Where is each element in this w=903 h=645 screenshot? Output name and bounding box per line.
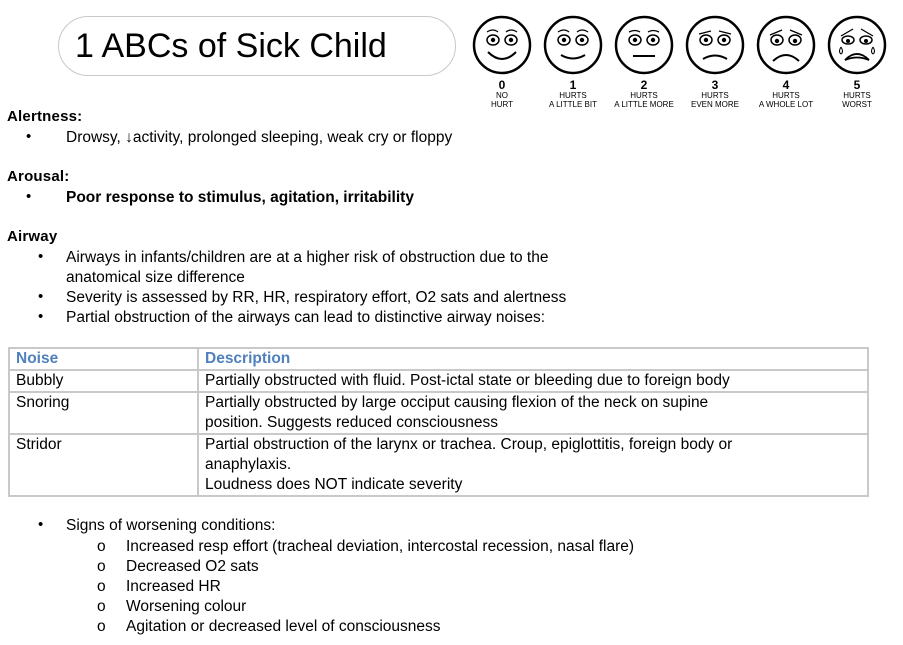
airway-item-line: Airways in infants/children are at a higher risk of obstruction due to the — [66, 249, 549, 266]
pain-num: 0 — [498, 78, 506, 92]
pain-num: 5 — [853, 78, 861, 92]
table-header-row — [9, 348, 868, 370]
frown-face-icon — [755, 14, 817, 76]
pain-label-line1: HURTS — [701, 91, 729, 100]
pain-num: 3 — [711, 78, 719, 92]
airway-item-line: anatomical size difference — [66, 269, 245, 286]
page-title: 1 ABCs of Sick Child — [58, 16, 456, 76]
table-row — [9, 434, 868, 496]
pain-face-4 — [750, 14, 822, 109]
pain-num: 1 — [569, 78, 577, 92]
pain-scale — [462, 14, 892, 134]
pain-num: 4 — [782, 78, 790, 92]
pain-face-0 — [466, 14, 538, 109]
pain-label-line2: A WHOLE LOT — [758, 100, 814, 109]
pain-label-line2: A LITTLE BIT — [548, 100, 597, 109]
arousal-heading: Arousal: — [7, 168, 70, 185]
pain-label-line1: HURTS — [843, 91, 871, 100]
description-line: anaphylaxis. — [205, 456, 292, 473]
alertness-item: Drowsy, ↓activity, prolonged sleeping, weak cry or floppy — [66, 129, 453, 146]
description-line: position. Suggests reduced consciousness — [205, 414, 498, 431]
sub-bullet-marker: o — [97, 618, 106, 635]
description-line: Partial obstruction of the larynx or trachea. Croup, epiglottitis, foreign body or — [205, 436, 733, 453]
worsening-item: Worsening colour — [126, 598, 247, 615]
description-line: Loudness does NOT indicate severity — [205, 476, 463, 493]
airway-item: Severity is assessed by RR, HR, respiratory effort, O2 sats and alertness — [66, 289, 567, 306]
sub-bullet-marker: o — [97, 558, 106, 575]
pain-face-2 — [608, 14, 680, 109]
worsening-item: Increased resp effort (tracheal deviation, intercostal recession, nasal flare) — [126, 538, 635, 555]
bullet-marker: • — [38, 248, 44, 265]
worsening-item: Decreased O2 sats — [126, 558, 259, 575]
bullet-marker: • — [38, 516, 44, 533]
pain-label-line2: WORST — [842, 100, 872, 109]
worsening-item: Increased HR — [126, 578, 221, 595]
neutral-face-icon — [613, 14, 675, 76]
pain-label-line1: HURTS — [772, 91, 800, 100]
pain-label-line2: HURT — [490, 100, 514, 109]
table-row — [9, 370, 868, 392]
column-header-description: Description — [198, 348, 868, 370]
pain-face-3 — [679, 14, 751, 109]
description-cell — [198, 392, 868, 434]
pain-label-line1: HURTS — [630, 91, 658, 100]
pain-face-1 — [537, 14, 609, 109]
sub-bullet-marker: o — [97, 578, 106, 595]
pain-label-line1: HURTS — [559, 91, 587, 100]
airway-heading: Airway — [7, 228, 58, 245]
description-line: Partially obstructed with fluid. Post-ictal state or bleeding due to foreign body — [205, 372, 730, 389]
description-cell — [198, 370, 868, 392]
smile-face-icon — [471, 14, 533, 76]
worsening-label: Signs of worsening conditions: — [66, 517, 276, 534]
crying-face-icon — [826, 14, 888, 76]
sub-bullet-marker: o — [97, 538, 106, 555]
slight-smile-face-icon — [542, 14, 604, 76]
pain-label-line2: A LITTLE MORE — [614, 100, 674, 109]
table-row — [9, 392, 868, 434]
sub-bullet-marker: o — [97, 598, 106, 615]
description-line: Partially obstructed by large occiput causing flexion of the neck on supine — [205, 394, 709, 411]
pain-label-line1: NO — [496, 91, 508, 100]
noise-cell: Bubbly — [9, 370, 198, 392]
airway-item — [66, 248, 548, 288]
bullet-marker: • — [26, 128, 32, 145]
alertness-heading: Alertness: — [7, 108, 83, 125]
noise-cell: Snoring — [9, 392, 198, 434]
noise-cell: Stridor — [9, 434, 198, 496]
pain-label-line2: EVEN MORE — [690, 100, 739, 109]
column-header-noise: Noise — [9, 348, 198, 370]
bullet-marker: • — [38, 308, 44, 325]
airway-item: Partial obstruction of the airways can lead to distinctive airway noises: — [66, 309, 546, 326]
bullet-marker: • — [38, 288, 44, 305]
pain-face-5 — [821, 14, 893, 109]
worsening-item: Agitation or decreased level of consciousness — [126, 618, 441, 635]
slight-frown-face-icon — [684, 14, 746, 76]
pain-num: 2 — [640, 78, 648, 92]
airway-noise-table — [8, 347, 869, 497]
bullet-marker: • — [26, 188, 32, 205]
arousal-item: Poor response to stimulus, agitation, irritability — [66, 189, 414, 206]
description-cell — [198, 434, 868, 496]
